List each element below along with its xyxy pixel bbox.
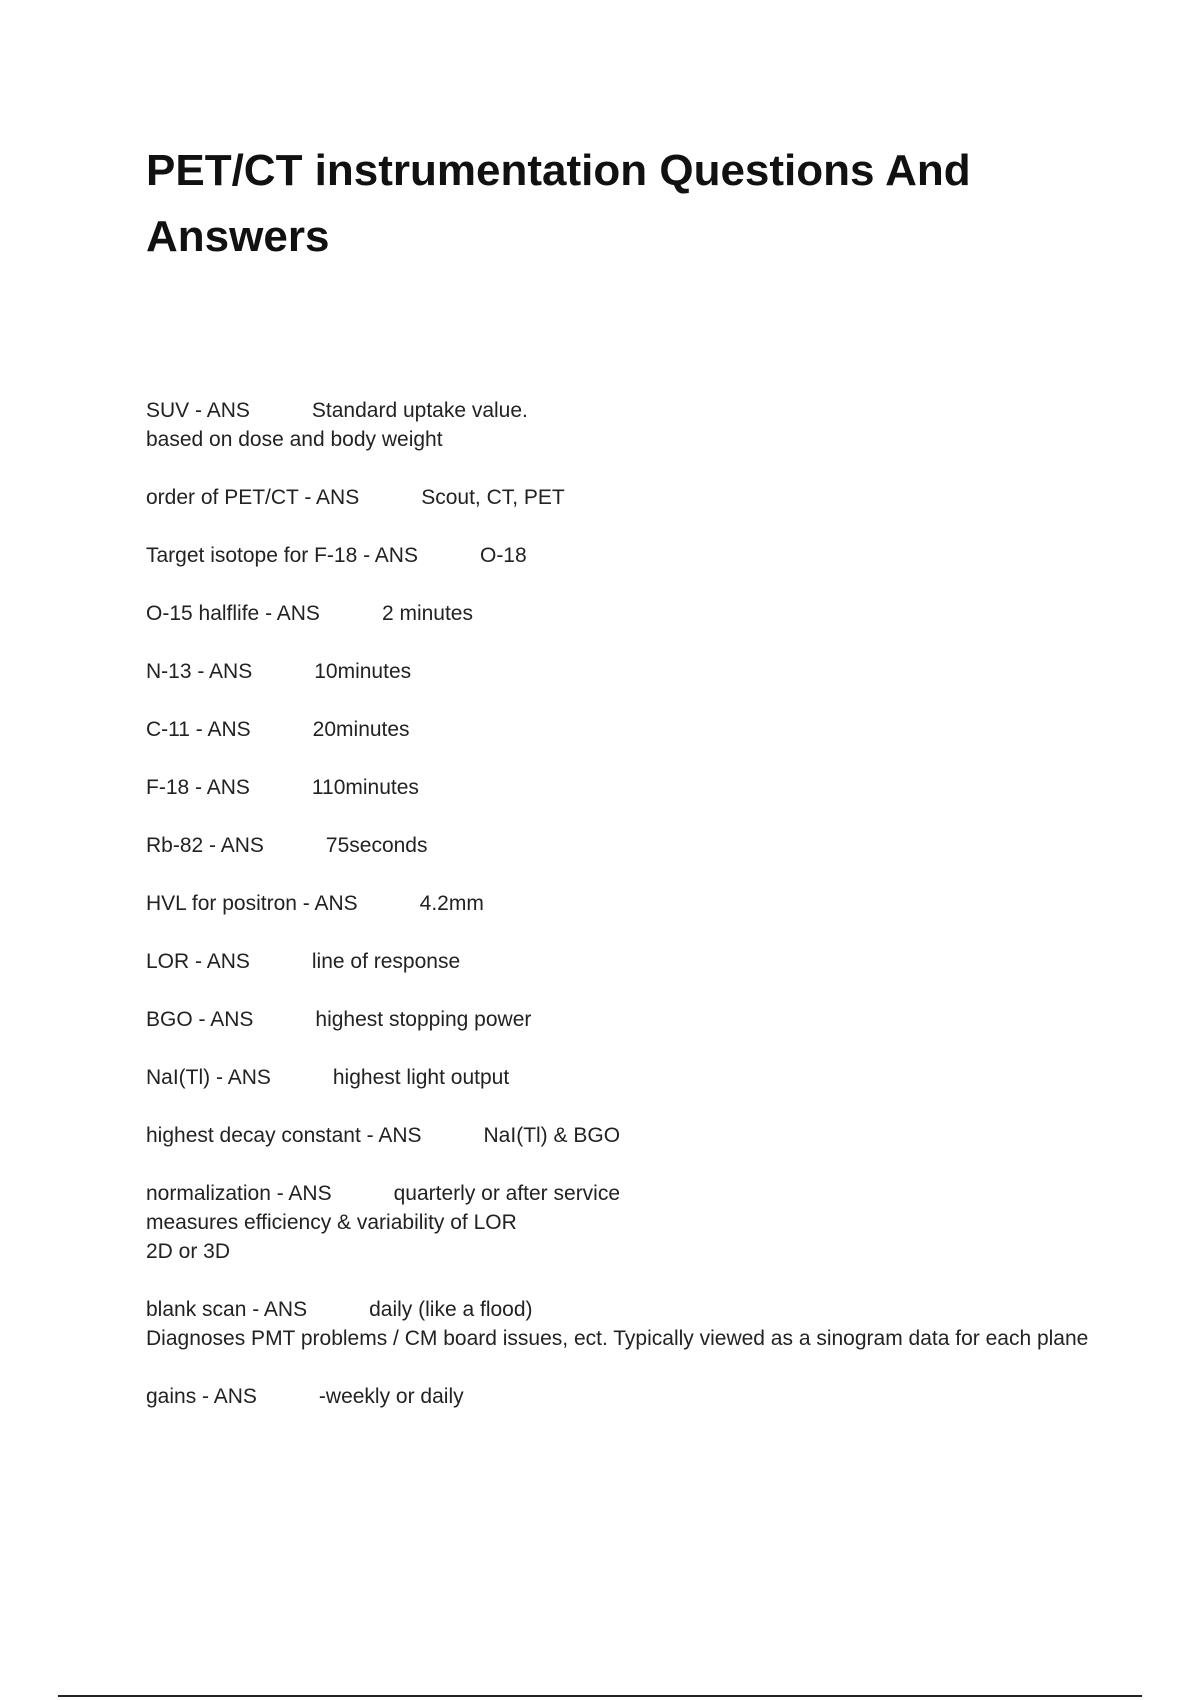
qa-dash: - (203, 834, 221, 857)
qa-item (146, 831, 1096, 860)
page-title: PET/CT instrumentation Questions And Answers (146, 146, 971, 261)
qa-ans-label: ANS (206, 776, 250, 799)
qa-dash: - (189, 399, 207, 422)
qa-item (146, 1179, 1096, 1266)
qa-answer-detail: 2D or 3D (146, 1240, 231, 1263)
qa-item (146, 1063, 1096, 1092)
qa-item (146, 773, 1096, 802)
qa-item (146, 889, 1096, 918)
qa-ans-label: ANS (374, 544, 418, 567)
qa-question: C-11 (146, 718, 190, 741)
qa-list (146, 396, 1096, 1440)
qa-ans-label: ANS (209, 660, 253, 683)
qa-question-line (146, 1382, 1096, 1411)
qa-question: highest decay constant (146, 1124, 361, 1147)
qa-dash: - (357, 544, 375, 567)
qa-answer: -weekly or daily (318, 1385, 464, 1408)
qa-dash: - (296, 892, 315, 915)
qa-item (146, 715, 1096, 744)
qa-item (146, 541, 1096, 570)
qa-answer-detail: based on dose and body weight (146, 428, 443, 451)
qa-question-line (146, 657, 1096, 686)
qa-answer: line of response (311, 950, 461, 973)
qa-question: Target isotope for F-18 (146, 544, 358, 567)
qa-ans-label: ANS (220, 834, 264, 857)
qa-ans-label: ANS (206, 950, 250, 973)
qa-question: gains (146, 1385, 197, 1408)
qa-question: O-15 halflife (146, 602, 260, 625)
qa-ans-label: ANS (227, 1066, 271, 1089)
qa-answer: 110minutes (311, 776, 419, 799)
qa-answer: 10minutes (314, 660, 412, 683)
qa-item (146, 1295, 1096, 1353)
qa-item (146, 1005, 1096, 1034)
qa-question-line (146, 773, 1096, 802)
qa-question: Rb-82 (146, 834, 204, 857)
qa-question: SUV (146, 399, 190, 422)
qa-question-line (146, 889, 1096, 918)
qa-answer: daily (like a flood) (369, 1298, 533, 1321)
qa-dash: - (191, 660, 210, 683)
qa-question-line (146, 483, 1096, 512)
qa-item (146, 1121, 1096, 1150)
qa-answer: Standard uptake value. (311, 399, 528, 422)
qa-dash: - (298, 486, 317, 509)
qa-question: NaI(Tl) (146, 1066, 211, 1089)
qa-question: order of PET/CT (146, 486, 299, 509)
qa-question-line (146, 1121, 1096, 1150)
qa-dash: - (192, 1008, 211, 1031)
qa-item (146, 483, 1096, 512)
qa-answer: highest stopping power (315, 1008, 532, 1031)
qa-item (146, 599, 1096, 628)
qa-answer-detail: Diagnoses PMT problems / CM board issues, ect. Typically viewed as a sinogram data for each plane (146, 1327, 1089, 1350)
qa-dash: - (196, 1385, 214, 1408)
qa-question: normalization (146, 1182, 271, 1205)
qa-ans-label: ANS (263, 1298, 308, 1321)
qa-dash: - (189, 718, 208, 741)
qa-ans-label: ANS (210, 1008, 254, 1031)
qa-question: BGO (146, 1008, 193, 1031)
qa-dash: - (270, 1182, 289, 1205)
qa-question-line (146, 1295, 1096, 1324)
qa-question: F-18 (146, 776, 190, 799)
qa-answer: quarterly or after service (393, 1182, 621, 1205)
qa-item (146, 396, 1096, 454)
qa-dash: - (189, 776, 207, 799)
qa-answer: 4.2mm (419, 892, 484, 915)
qa-question: blank scan (146, 1298, 247, 1321)
qa-question-line (146, 715, 1096, 744)
qa-ans-label: ANS (288, 1182, 332, 1205)
qa-question-line (146, 1063, 1096, 1092)
qa-dash: - (360, 1124, 379, 1147)
qa-ans-label: ANS (316, 486, 360, 509)
qa-answer: 75seconds (325, 834, 428, 857)
qa-ans-label: ANS (314, 892, 358, 915)
qa-question-line (146, 599, 1096, 628)
qa-question: LOR (146, 950, 190, 973)
qa-ans-label: ANS (378, 1124, 422, 1147)
qa-item (146, 1382, 1096, 1411)
qa-question-line (146, 831, 1096, 860)
qa-question: HVL for positron (146, 892, 297, 915)
qa-dash: - (259, 602, 277, 625)
qa-answer: Scout, CT, PET (421, 486, 565, 509)
page-bottom-rule (58, 1695, 1142, 1697)
qa-answer: NaI(Tl) & BGO (483, 1124, 621, 1147)
qa-dash: - (246, 1298, 264, 1321)
qa-ans-label: ANS (276, 602, 320, 625)
qa-question-line (146, 396, 1096, 425)
qa-question-line (146, 541, 1096, 570)
qa-answer: 2 minutes (381, 602, 473, 625)
qa-item (146, 657, 1096, 686)
qa-ans-label: ANS (213, 1385, 257, 1408)
qa-answer-detail: measures efficiency & variability of LOR (146, 1211, 517, 1234)
qa-question-line (146, 947, 1096, 976)
qa-ans-label: ANS (207, 718, 251, 741)
qa-answer: highest light output (332, 1066, 510, 1089)
qa-ans-label: ANS (206, 399, 250, 422)
qa-answer: O-18 (479, 544, 527, 567)
qa-question-line (146, 1005, 1096, 1034)
qa-answer: 20minutes (312, 718, 410, 741)
qa-dash: - (189, 950, 207, 973)
qa-question: N-13 (146, 660, 192, 683)
qa-dash: - (210, 1066, 228, 1089)
qa-question-line (146, 1179, 1096, 1208)
qa-item (146, 947, 1096, 976)
